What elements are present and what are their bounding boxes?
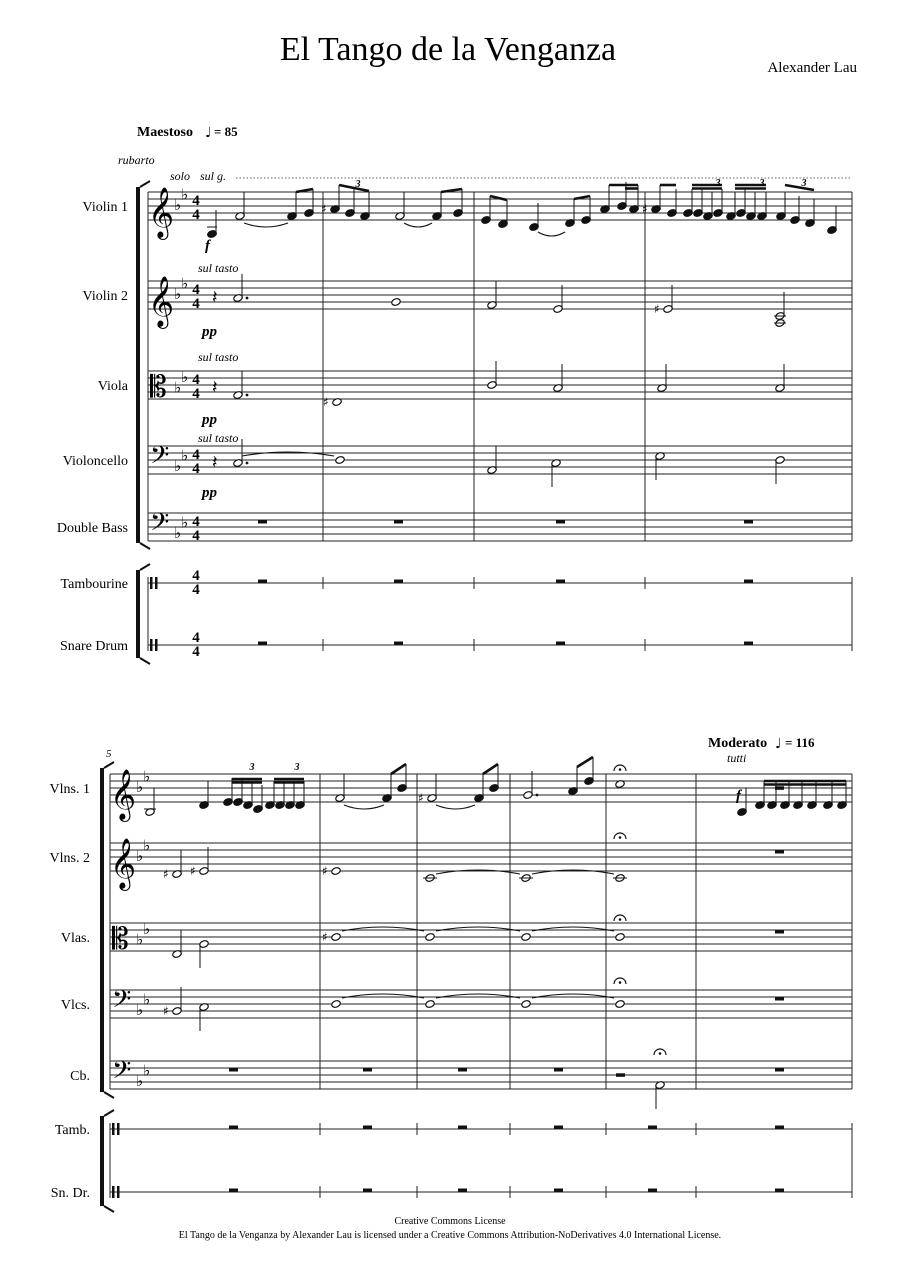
composer-name: Alexander Lau (767, 60, 857, 76)
license-title: Creative Commons License (394, 1216, 506, 1227)
percussion-bracket (104, 1206, 114, 1212)
quarter-rest-icon: 𝄽 (212, 377, 218, 398)
whole-rest-icon (775, 930, 784, 934)
system-bracket (136, 187, 140, 543)
time-signature-denominator: 4 (192, 386, 200, 402)
percussion-bracket (100, 1116, 104, 1206)
whole-rest-icon (229, 1126, 238, 1130)
percussion-clef-icon (150, 577, 153, 589)
tuplet-label: 3 (355, 179, 361, 190)
flat-icon: ♭ (181, 274, 189, 293)
whole-rest-icon (648, 1189, 657, 1193)
percussion-bracket (136, 570, 140, 658)
quarter-note-icon: ♩ (205, 125, 212, 141)
system-bracket (104, 1092, 114, 1098)
time-signature-numerator: 4 (192, 630, 200, 646)
flat-icon: ♭ (143, 1061, 151, 1080)
whole-rest-icon (458, 1068, 467, 1072)
expression-sul-g: sul g. (200, 169, 227, 183)
treble-clef-icon: 𝄞 (110, 838, 137, 889)
tie-slur (436, 805, 475, 809)
note-head (521, 933, 531, 942)
percussion-bracket (140, 658, 150, 664)
instrument-label: Vlns. 1 (49, 782, 90, 797)
sharp-icon: ♯ (321, 202, 327, 216)
score-title: El Tango de la Venganza (279, 31, 617, 68)
instrument-label: Tambourine (60, 577, 128, 592)
note-head (425, 933, 435, 942)
bass-clef-icon: 𝄢 (150, 441, 170, 476)
note-head (615, 933, 625, 942)
note-head (425, 1000, 435, 1009)
tuplet-label: 3 (249, 762, 255, 773)
dynamic-forte: f (205, 238, 210, 254)
flat-icon: ♭ (136, 930, 144, 949)
whole-rest-icon (554, 1126, 563, 1130)
whole-rest-icon (394, 642, 403, 646)
expression-rubarto: rubarto (118, 153, 155, 167)
percussion-bracket (140, 564, 150, 570)
instrument-label: Cb. (70, 1069, 90, 1084)
flat-icon: ♭ (136, 1001, 144, 1019)
time-signature-denominator: 4 (192, 644, 200, 660)
flat-icon: ♭ (143, 990, 151, 1009)
whole-rest-icon (648, 1126, 657, 1130)
whole-rest-icon (394, 520, 403, 524)
instrument-label: Snare Drum (59, 639, 128, 654)
fermata-icon (619, 836, 622, 839)
dynamic-pianissimo: pp (202, 324, 217, 340)
percussion-clef-icon (112, 1186, 115, 1198)
whole-rest-icon (775, 1126, 784, 1130)
instrument-label: Sn. Dr. (50, 1186, 90, 1201)
dynamic-pianissimo: pp (202, 485, 217, 501)
tempo-mark-maestoso: Maestoso (137, 125, 193, 140)
whole-rest-icon (554, 1189, 563, 1193)
flat-icon: ♭ (181, 185, 189, 204)
flat-icon: ♭ (174, 457, 182, 475)
expression-solo: solo (170, 169, 191, 183)
whole-rest-icon (229, 1189, 238, 1193)
percussion-clef-icon (155, 577, 158, 589)
measure-number: 5 (106, 748, 112, 760)
whole-rest-icon (556, 580, 565, 584)
note-head (335, 456, 345, 465)
expression-sul-tasto: sul tasto (198, 261, 239, 275)
sharp-icon: ♯ (418, 791, 424, 805)
whole-rest-icon (775, 1189, 784, 1193)
note-head (615, 1000, 625, 1009)
quarter-note-icon: ♩ (775, 736, 782, 752)
percussion-clef-icon (117, 1123, 120, 1135)
whole-rest-icon (744, 520, 753, 524)
tuplet-label: 3 (294, 762, 300, 773)
whole-rest-icon (775, 850, 784, 854)
note-head (521, 1000, 531, 1009)
alto-clef-icon: 𝄡 (112, 922, 129, 957)
time-signature-denominator: 4 (192, 296, 200, 312)
whole-rest-icon (229, 1068, 238, 1072)
time-signature-numerator: 4 (192, 193, 200, 209)
sharp-icon: ♯ (654, 302, 660, 316)
tuplet-label: 3 (801, 178, 807, 189)
flat-icon: ♭ (136, 847, 144, 865)
time-signature-numerator: 4 (192, 514, 200, 530)
time-signature-numerator: 4 (192, 282, 200, 298)
flat-icon: ♭ (174, 285, 182, 303)
percussion-clef-icon (155, 639, 158, 651)
system-bracket (140, 543, 150, 549)
whole-rest-icon (775, 997, 784, 1001)
whole-rest-icon (744, 580, 753, 584)
bass-clef-icon: 𝄢 (112, 985, 132, 1020)
dot (246, 394, 249, 397)
instrument-label: Violoncello (62, 454, 128, 469)
time-signature-denominator: 4 (192, 528, 200, 544)
tie-slur (344, 805, 384, 809)
sharp-icon: ♯ (642, 202, 648, 216)
tempo-value-maestoso: = 85 (214, 124, 238, 139)
whole-rest-icon (363, 1189, 372, 1193)
sharp-icon: ♯ (322, 930, 328, 944)
flat-icon: ♭ (174, 196, 182, 214)
expression-sul-tasto: sul tasto (198, 350, 239, 364)
treble-clef-icon: 𝄞 (110, 769, 137, 820)
percussion-clef-icon (117, 1186, 120, 1198)
whole-rest-icon (458, 1189, 467, 1193)
note-head (331, 867, 341, 876)
percussion-clef-icon (150, 639, 153, 651)
alto-clef-icon: 𝄡 (150, 370, 167, 405)
instrument-label: Tamb. (54, 1123, 90, 1138)
dynamic-pianissimo: pp (202, 412, 217, 428)
fermata-icon (659, 1052, 662, 1055)
note-beam (785, 185, 814, 190)
license-text: El Tango de la Venganza by Alexander Lau is licensed under a Creative Commons Attribution-NoDerivatives 4.0 International License. (178, 1230, 722, 1241)
flat-icon: ♭ (181, 513, 189, 532)
flat-icon: ♭ (174, 378, 182, 397)
expression-tutti: tutti (727, 751, 747, 765)
bass-clef-icon: 𝄢 (150, 508, 170, 543)
tempo-value-moderato: = 116 (785, 735, 815, 750)
flat-icon: ♭ (143, 920, 151, 938)
time-signature-denominator: 4 (192, 582, 200, 598)
instrument-label: Violin 2 (82, 289, 128, 304)
note-head (391, 298, 401, 307)
system-bracket (104, 762, 114, 768)
dot (246, 462, 249, 465)
whole-rest-icon (258, 642, 267, 646)
sharp-icon: ♯ (163, 867, 169, 881)
system-2 (50, 757, 852, 1212)
time-signature-numerator: 4 (192, 568, 200, 584)
system-1 (57, 181, 852, 664)
fermata-icon (619, 768, 622, 771)
whole-rest-icon (363, 1126, 372, 1130)
instrument-label: Vlcs. (60, 998, 90, 1013)
time-signature-numerator: 4 (192, 447, 200, 463)
time-signature-denominator: 4 (192, 207, 200, 223)
treble-clef-icon: 𝄞 (148, 276, 175, 327)
flat-icon: ♭ (181, 368, 189, 386)
flat-icon: ♭ (174, 524, 182, 542)
fermata-icon (619, 981, 622, 984)
sharp-icon: ♯ (323, 395, 329, 409)
tie-slur (404, 223, 432, 227)
note-head (331, 1000, 341, 1009)
instrument-label: Viola (97, 379, 128, 394)
flat-icon: ♭ (136, 1072, 144, 1090)
quarter-rest-icon: 𝄽 (212, 287, 218, 308)
half-rest-icon (616, 1073, 625, 1077)
whole-rest-icon (363, 1068, 372, 1072)
flat-icon: ♭ (181, 446, 189, 465)
instrument-label: Double Bass (56, 521, 128, 536)
note-beam (483, 764, 498, 774)
fermata-icon (619, 918, 622, 921)
sharp-icon: ♯ (163, 1004, 169, 1018)
whole-rest-icon (258, 520, 267, 524)
tempo-mark-moderato: Moderato (708, 736, 768, 751)
quarter-rest-icon: 𝄽 (212, 452, 218, 473)
flat-icon: ♭ (143, 767, 151, 786)
whole-rest-icon (775, 1068, 784, 1072)
flat-icon: ♭ (143, 836, 151, 855)
instrument-label: Violin 1 (82, 200, 128, 215)
note-beam (391, 764, 406, 774)
sharp-icon: ♯ (190, 864, 196, 878)
instrument-label: Vlns. 2 (49, 851, 90, 866)
whole-rest-icon (258, 580, 267, 584)
whole-rest-icon (394, 580, 403, 584)
tie-slur (538, 232, 565, 236)
whole-rest-icon (556, 642, 565, 646)
note-head (331, 933, 341, 942)
time-signature-denominator: 4 (192, 461, 200, 477)
note-beam (577, 757, 593, 767)
bass-clef-icon: 𝄢 (112, 1056, 132, 1091)
instrument-label: Vlas. (60, 931, 90, 946)
whole-rest-icon (554, 1068, 563, 1072)
time-signature-numerator: 4 (192, 372, 200, 388)
tuplet-label: 3 (715, 178, 721, 189)
dynamic-forte: f (736, 788, 741, 804)
system-bracket (100, 768, 104, 1092)
percussion-clef-icon (112, 1123, 115, 1135)
whole-rest-icon (458, 1126, 467, 1130)
whole-rest-icon (556, 520, 565, 524)
tuplet-label: 3 (759, 178, 765, 189)
tie-slur (244, 223, 288, 227)
whole-rest-icon (744, 642, 753, 646)
expression-sul-tasto: sul tasto (198, 431, 239, 445)
treble-clef-icon: 𝄞 (148, 187, 175, 238)
sharp-icon: ♯ (322, 864, 328, 878)
percussion-bracket (104, 1110, 114, 1116)
dot (536, 794, 539, 797)
flat-icon: ♭ (136, 778, 144, 796)
dot (246, 297, 249, 300)
